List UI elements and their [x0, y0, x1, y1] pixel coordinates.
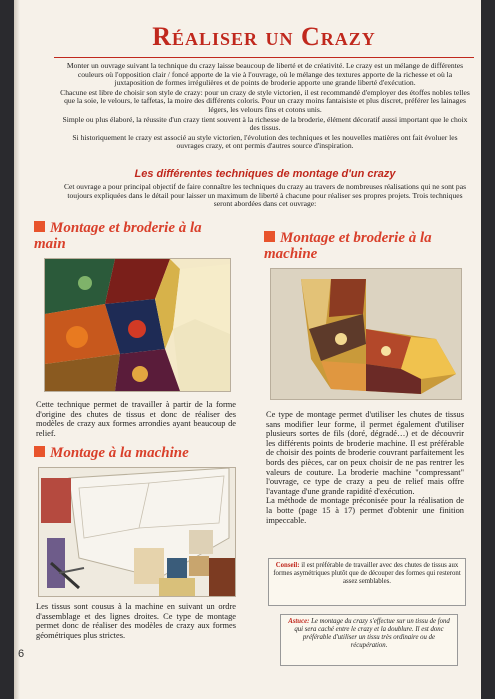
machine-montage-photo: [38, 467, 236, 597]
techniques-intro: Cet ouvrage a pour principal objectif de faire connaître les techniques du crazy au travers de nombreuses réalisations qui ne sont pas toujours expliquées dans le détail pour laisser un maximum de liberté à chacune pour réaliser ses propres projets. Trois techniques seront abordées dans cet ouvrage:: [63, 182, 467, 209]
background-edge: [481, 0, 495, 699]
astuce-box: [280, 614, 458, 666]
conseil-label: Conseil:: [275, 562, 300, 569]
book-page: [14, 0, 481, 699]
hand-crazy-photo: [44, 258, 231, 392]
intro-paragraph-3: Simple ou plus élaboré, la réussite d'un crazy tient souvent à la richesse de la broderie, élément décoratif aussi important que le choix des tissus.: [62, 114, 468, 133]
section-text-main: Cette technique permet de travailler à partir de la forme d'origine des chutes de tissus et donc de réaliser des modèles de crazy aux formes arrondies ayant beaucoup de relief.: [36, 400, 236, 438]
section-title-machine-broderie: [264, 230, 464, 262]
title-rule: [54, 57, 474, 58]
section-text-machine-broderie-p1: Ce type de montage permet d'utiliser les chutes de tissus sans modifier leur forme, il permet également d'utiliser plusieurs sortes de fils (doré, dégradé…) et de découvrir les différents points de broderie machine. Il est préférable de choisir des points de broderie couvrant parfaitement les bords des pièces, car on peux choisir de ne pas rentrer les valeurs de couture. La broderie machine "compressant" l'ouvrage, ce type de crazy a peu de relief mais offre l'avantage d'une grande rapidité d'exécution.: [266, 410, 464, 496]
section-title-machine: [34, 445, 254, 461]
crazy-boot-image: [271, 269, 461, 399]
section-text-machine: Les tissus sont cousus à la machine en suivant un ordre d'assemblage et des lignes droites. Ce type de montage permet donc de réaliser des modèles de crazy aux formes géométriques plus strictes.: [36, 602, 236, 640]
section-title-machine-text: Montage à la machine: [50, 445, 189, 461]
machine-crazy-image: [39, 468, 235, 596]
intro-paragraph-2: Chacune est libre de choisir son style de crazy: pour un crazy de style victorien, il est recommandé d'employer des étoffes nobles telles que la soie, le velours, le taffetas, la moire des différents coloris. Pour un crazy moins fantaisiste et plus discret, préférer les lainages légers, les velours fins et cotons unis.: [60, 87, 470, 114]
techniques-subheading: Les différentes techniques de montage d'un crazy: [134, 168, 396, 180]
astuce-label: Astuce:: [288, 618, 310, 625]
section-title-main: [34, 220, 234, 252]
astuce-text: Le montage du crazy s'effectue sur un tissu de fond qui sera caché entre le crazy et la doublure. Il est donc préférable d'utiliser un tissu très ordinaire ou de récupération.: [294, 618, 450, 649]
section-title-main-text: Montage et broderie à la main: [34, 220, 202, 252]
intro-paragraph-1: Monter un ouvrage suivant la technique du crazy laisse beaucoup de liberté et de créativité. Le crazy est un mélange de différentes couleurs où l'opposition clair / foncé apporte de la vie à l'ouvrage, où le mélange des textures apporte de la richesse et où la juxtaposition de formes irrégulières et de points de broderie apporte une grande liberté d'exécution.: [66, 61, 464, 88]
orange-square-bullet: [264, 231, 275, 242]
page-spine-shadow: [14, 0, 20, 699]
page-title: Réaliser un Crazy: [152, 22, 376, 51]
section-title-machine-broderie-text: Montage et broderie à la machine: [264, 230, 432, 262]
intro-text: [60, 62, 470, 152]
orange-square-bullet: [34, 446, 45, 457]
section-text-machine-broderie: [266, 410, 464, 525]
orange-square-bullet: [34, 221, 45, 232]
intro-paragraph-4: Si historiquement le crazy est associé au style victorien, l'évolution des techniques et les nouvelles matières ont fait évoluer les ouvrages crazy, et ont permis d'autres source d'inspiration.: [72, 132, 458, 151]
page-number: 6: [18, 648, 25, 660]
hand-crazy-quilt-image: [45, 259, 230, 391]
section-text-machine-broderie-p2: La méthode de montage préconisée pour la réalisation de la botte (page 15 à 17) permet d'obtenir une finition impeccable.: [266, 496, 464, 525]
machine-broderie-photo: [270, 268, 462, 400]
conseil-box: [268, 558, 466, 606]
conseil-text: il est préférable de travailler avec des chutes de tissus aux formes asymétriques plutôt que de découper des formes qui resteront assez semblables.: [273, 562, 461, 585]
